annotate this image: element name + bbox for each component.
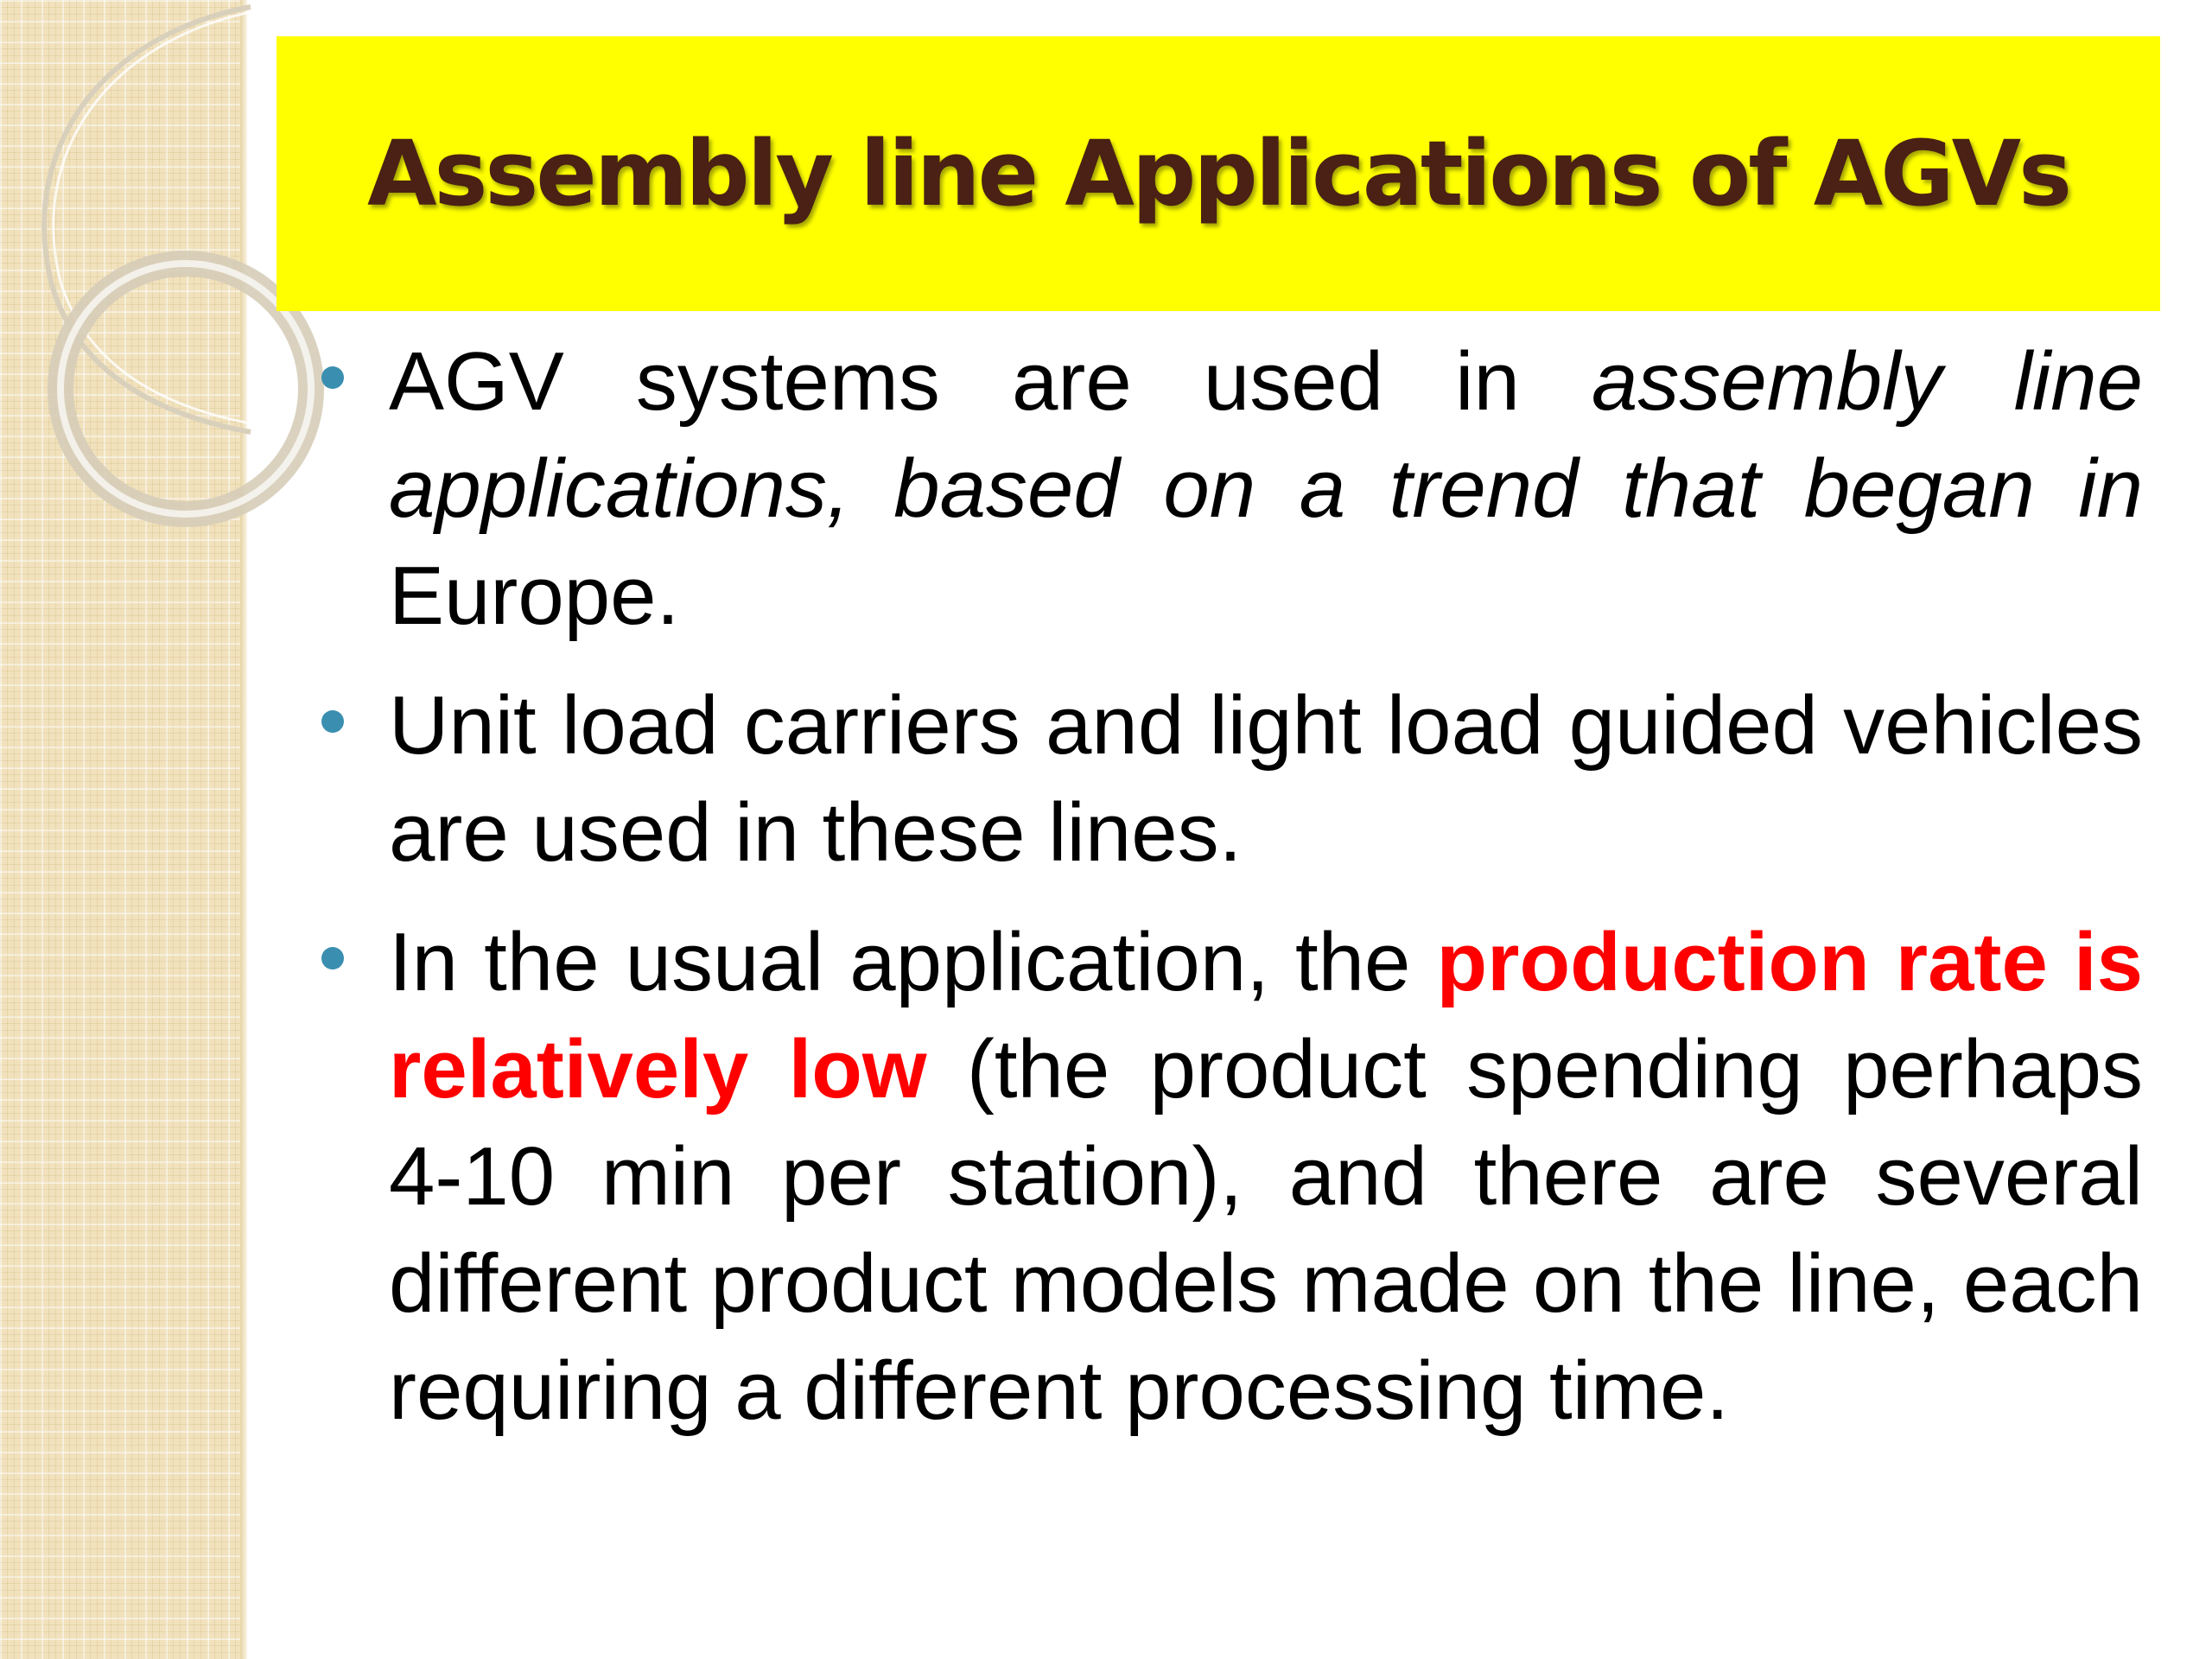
bullet-1-tail: Europe. [389, 550, 680, 642]
bullet-dot-icon [321, 947, 344, 969]
strip-edge-shading [240, 0, 247, 1659]
bullet-dot-icon [321, 710, 344, 733]
title-band [276, 36, 2160, 311]
bullet-3-lead: In the usual application, the [389, 916, 1437, 1008]
bullet-2-text: Unit load carriers and light load guided vehicles are used in these lines. [389, 679, 2143, 879]
bullet-dot-icon [321, 366, 344, 389]
bullet-list [320, 328, 2143, 1467]
bullet-item-2 [320, 672, 2143, 887]
slide-title: Assembly line Applications of AGVs [367, 121, 2069, 226]
bullet-item-3 [320, 909, 2143, 1445]
bullet-item-1 [320, 328, 2143, 650]
bullet-1-lead: AGV systems are used in [389, 335, 1592, 428]
bullet-3-tail: (the product spending perhaps 4-10 min per station), and there are several different product models made on the line, each requiring a different processing time. [389, 1023, 2144, 1437]
bullet-1-italic: assembly line applications, based on a trend that began in [389, 335, 2144, 535]
bullet-3-highlight: production rate is relatively low [389, 916, 2144, 1116]
decorative-grid-strip [0, 0, 246, 1659]
